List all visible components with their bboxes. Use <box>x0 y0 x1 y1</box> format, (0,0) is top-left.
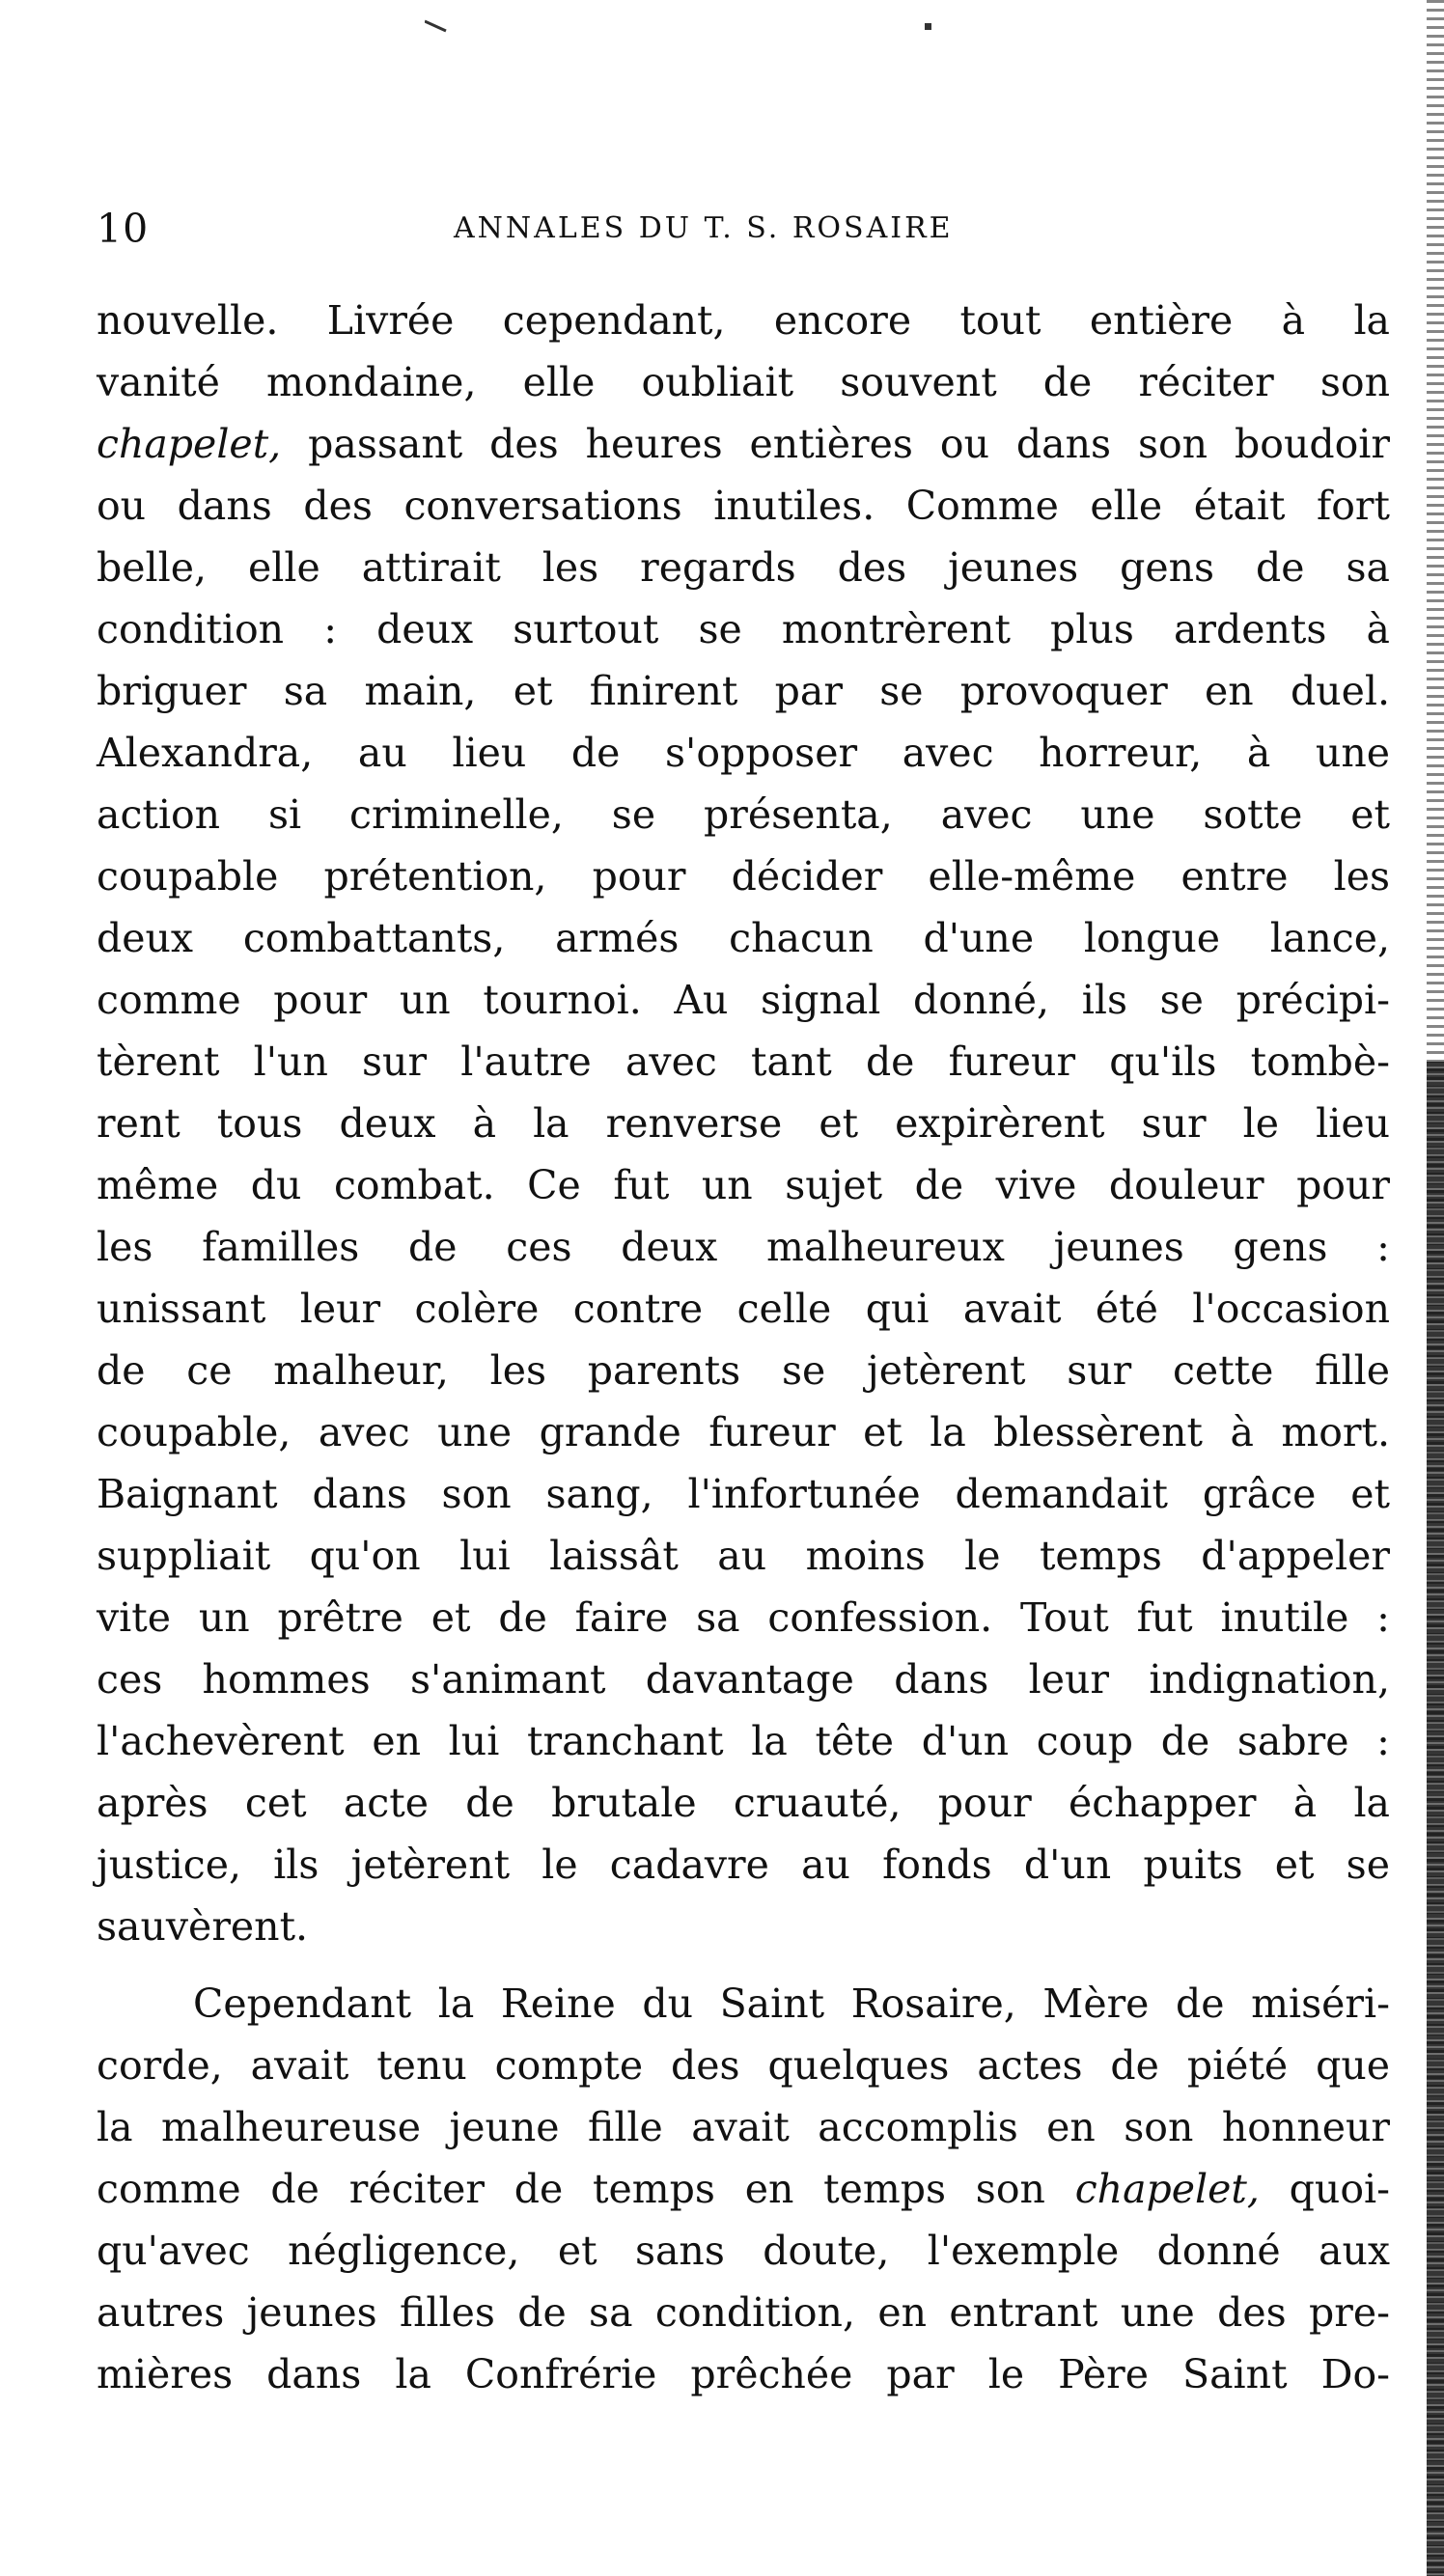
text-line: unissant leur colère contre celle qui avait été l'occasion <box>97 1286 1390 1332</box>
text-line <box>97 413 1390 475</box>
text-line: action si criminelle, se présenta, avec une sotte et <box>97 791 1390 838</box>
text-line: qu'avec négligence, et sans doute, l'exemple donné aux <box>97 2228 1390 2274</box>
text-line: coupable prétention, pour décider elle-même entre les <box>97 853 1390 900</box>
text-line: de ce malheur, les parents se jetèrent sur cette fille <box>97 1347 1390 1394</box>
emphasis-chapelet: chapelet, <box>97 421 282 467</box>
running-title: ANNALES DU T. S. ROSAIRE <box>454 211 954 245</box>
text-line: tèrent l'un sur l'autre avec tant de fureur qu'ils tombè- <box>97 1039 1390 1085</box>
text-line: deux combattants, armés chacun d'une longue lance, <box>97 915 1390 961</box>
text-line: justice, ils jetèrent le cadavre au fonds d'un puits et se <box>97 1842 1390 1888</box>
text-line: les familles de ces deux malheureux jeunes gens : <box>97 1224 1390 1270</box>
text-line: nouvelle. Livrée cependant, encore tout entière à la <box>97 297 1390 344</box>
text-line: coupable, avec une grande fureur et la blessèrent à mort. <box>97 1409 1390 1455</box>
text-line: suppliait qu'on lui laissât au moins le temps d'appeler <box>97 1533 1390 1579</box>
print-specks <box>425 17 965 46</box>
text-line-rest: passant des heures entières ou dans son boudoir <box>281 421 1390 467</box>
text-line-start: comme de réciter de temps en temps son <box>97 2166 1075 2212</box>
text-line: après cet acte de brutale cruauté, pour échapper à la <box>97 1780 1390 1826</box>
text-line: même du combat. Ce fut un sujet de vive douleur pour <box>97 1162 1390 1208</box>
paragraph-2 <box>97 1973 1390 2405</box>
text-line: Cependant la Reine du Saint Rosaire, Mère de miséri- <box>193 1980 1390 2027</box>
text-line: Alexandra, au lieu de s'opposer avec horreur, à une <box>97 730 1390 776</box>
paragraph-1 <box>97 290 1390 1957</box>
paragraph-gap <box>97 1957 1390 1973</box>
text-line <box>97 2158 1390 2220</box>
text-line: condition : deux surtout se montrèrent plus ardents à <box>97 606 1390 652</box>
page-number: 10 <box>97 206 150 252</box>
emphasis-chapelet: chapelet, <box>1074 2166 1260 2212</box>
text-line: sauvèrent. <box>97 1903 309 1950</box>
body-text <box>97 290 1390 2405</box>
text-line: briguer sa main, et finirent par se provoquer en duel. <box>97 668 1390 714</box>
text-line: ces hommes s'animant davantage dans leur indignation, <box>97 1656 1390 1703</box>
text-line: corde, avait tenu compte des quelques actes de piété que <box>97 2042 1390 2089</box>
text-line: vanité mondaine, elle oubliait souvent de réciter son <box>97 359 1390 405</box>
text-line-rest: quoi- <box>1259 2166 1390 2212</box>
text-line: la malheureuse jeune fille avait accomplis en son honneur <box>97 2104 1390 2150</box>
text-line: mières dans la Confrérie prêchée par le Père Saint Do- <box>97 2351 1390 2397</box>
page-edge-binding <box>1427 1062 1444 2576</box>
text-line: comme pour un tournoi. Au signal donné, ils se précipi- <box>97 977 1390 1023</box>
text-line: rent tous deux à la renverse et expirèrent sur le lieu <box>97 1100 1390 1147</box>
text-line: l'achevèrent en lui tranchant la tête d'un coup de sabre : <box>97 1718 1390 1764</box>
text-line: vite un prêtre et de faire sa confession. Tout fut inutile : <box>97 1594 1390 1641</box>
text-line: autres jeunes filles de sa condition, en entrant une des pre- <box>97 2289 1390 2336</box>
text-line: belle, elle attirait les regards des jeunes gens de sa <box>97 544 1390 591</box>
text-line: ou dans des conversations inutiles. Comme elle était fort <box>97 483 1390 529</box>
text-line: Baignant dans son sang, l'infortunée demandait grâce et <box>97 1471 1390 1517</box>
